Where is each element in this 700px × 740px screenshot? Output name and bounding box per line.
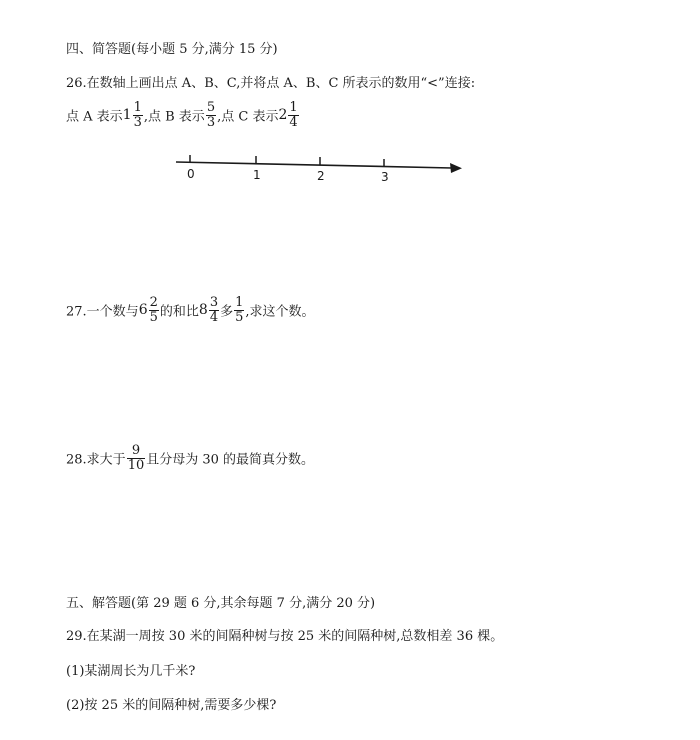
point-a-label: 点 A 表示 — [66, 109, 123, 125]
q27-fraction-1: $\frac{2}{5}$ — [149, 295, 158, 325]
tick-label-2: 2 — [317, 169, 325, 183]
q27-whole-1: 6 — [138, 302, 148, 319]
question-27-mid-2: 多 — [220, 304, 234, 320]
question-26-text: 26.在数轴上画出点 A、B、C,并将点 A、B、C 所表示的数用“<”连接: — [66, 76, 476, 91]
tick-label-1: 1 — [253, 168, 261, 182]
point-a-whole: 1 — [122, 107, 132, 124]
point-b-fraction: $\frac{5}{3}$ — [206, 100, 216, 130]
question-29-part-2: (2)按 25 米的间隔种树,需要多少棵? — [66, 698, 277, 713]
number-line-axis — [176, 162, 452, 168]
point-c-label: ,点 C 表示 — [217, 109, 279, 125]
question-28 — [66, 444, 314, 472]
tick-label-0: 0 — [187, 167, 195, 181]
section-5-title: 五、解答题(第 29 题 6 分,其余每题 7 分,满分 20 分) — [66, 596, 376, 611]
question-28-prefix: 28.求大于 — [66, 452, 126, 468]
question-27 — [66, 296, 315, 324]
q28-fraction: $\frac{9}{10}$ — [127, 443, 145, 473]
question-26-points — [66, 101, 300, 129]
q27-fraction-2: $\frac{3}{4}$ — [209, 295, 219, 325]
number-line — [170, 150, 470, 190]
question-27-prefix: 27.一个数与 — [66, 304, 139, 320]
point-b-label: ,点 B 表示 — [143, 109, 205, 125]
q27-fraction-3: $\frac{1}{5}$ — [235, 295, 244, 325]
q27-whole-2: 8 — [198, 302, 208, 319]
question-27-mid-1: 的和比 — [159, 304, 199, 320]
tick-label-3: 3 — [381, 170, 389, 184]
point-c-whole: 2 — [278, 107, 288, 124]
number-line-arrow — [450, 163, 462, 173]
section-4-title: 四、简答题(每小题 5 分,满分 15 分) — [66, 42, 278, 57]
question-29-part-1: (1)某湖周长为几千米? — [66, 664, 196, 679]
question-28-suffix: 且分母为 30 的最简真分数。 — [146, 452, 315, 468]
question-29-text: 29.在某湖一周按 30 米的间隔种树与按 25 米的间隔种树,总数相差 36 棵。 — [66, 629, 504, 644]
point-c-fraction: $\frac{1}{4}$ — [289, 100, 298, 130]
point-a-fraction: $\frac{1}{3}$ — [133, 100, 142, 130]
question-27-suffix: ,求这个数。 — [245, 304, 315, 320]
